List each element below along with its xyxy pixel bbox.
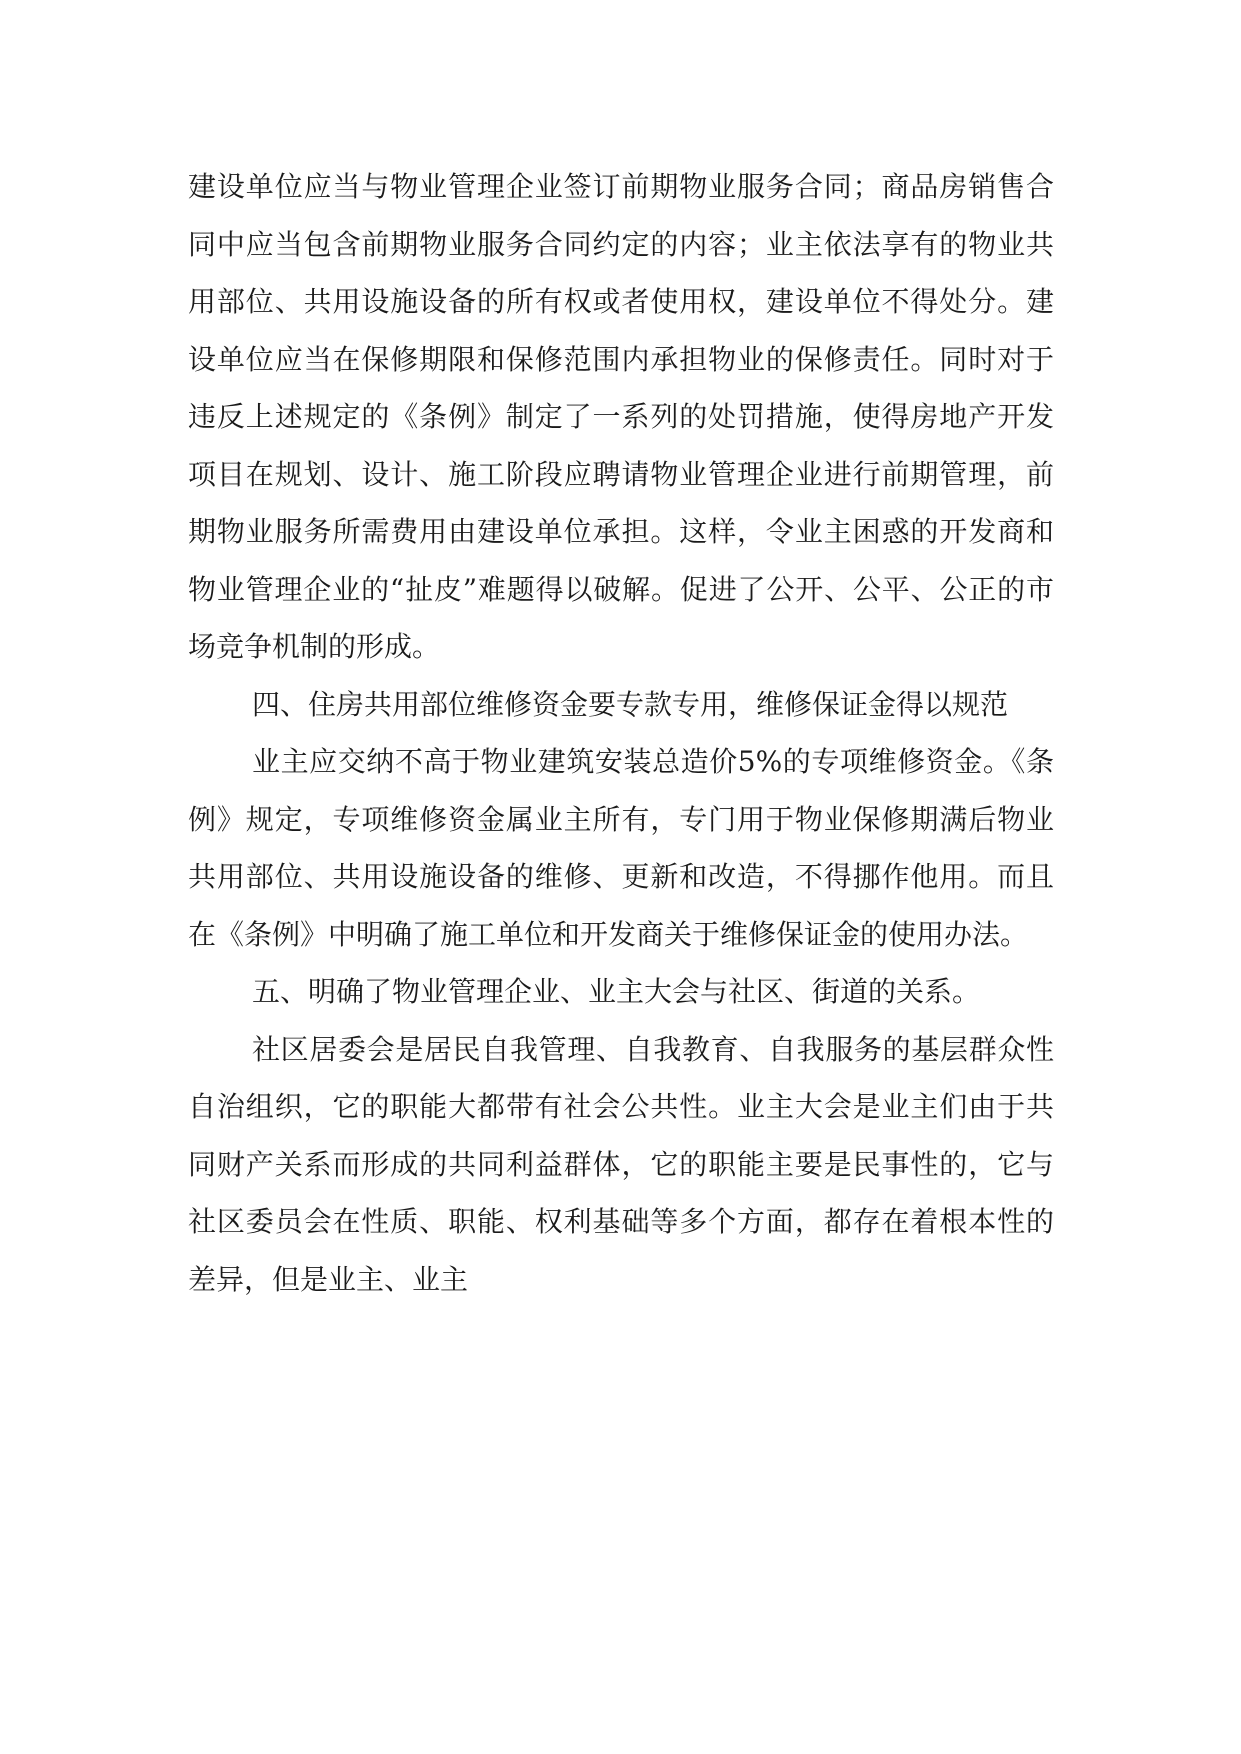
paragraph-community-committee: 社区居委会是居民自我管理、自我教育、自我服务的基层群众性自治组织，它的职能大都带有社会公共性。业主大会是业主们由于共同财产关系而形成的共同利益群体，它的职能主要是民事性的，它与社区委员会在性质、职能、权利基础等多个方面，都存在着根本性的差异，但是业主、业主 <box>188 1032 1054 1296</box>
heading-section-four: 四、住房共用部位维修资金要专款专用，维修保证金得以规范 <box>252 687 1009 721</box>
paragraph-continuation: 建设单位应当与物业管理企业签订前期物业服务合同；商品房销售合同中应当包含前期物业服务合同约定的内容；业主依法享有的物业共用部位、共用设施设备的所有权或者使用权，建设单位不得处分。建设单位应当在保修期限和保修范围内承担物业的保修责任。同时对于违反上述规定的《条例》制定了一系列的处罚措施，使得房地产开发项目在规划、设计、施工阶段应聘请物业管理企业进行前期管理，前期物业服务所需费用由建设单位承担。这样，令业主困惑的开发商和物业管理企业的“扯皮”难题得以破解。促进了公开、公平、公正的市场竞争机制的形成。 <box>188 170 1054 663</box>
paragraph-maintenance-fund: 业主应交纳不高于物业建筑安装总造价5%的专项维修资金。《条例》规定，专项维修资金属业主所有，专门用于物业保修期满后物业共用部位、共用设施设备的维修、更新和改造，不得挪作他用。而且在《条例》中明确了施工单位和开发商关于维修保证金的使用办法。 <box>188 745 1054 951</box>
document-body <box>188 158 1054 1308</box>
heading-section-five: 五、明确了物业管理企业、业主大会与社区、街道的关系。 <box>252 975 981 1008</box>
